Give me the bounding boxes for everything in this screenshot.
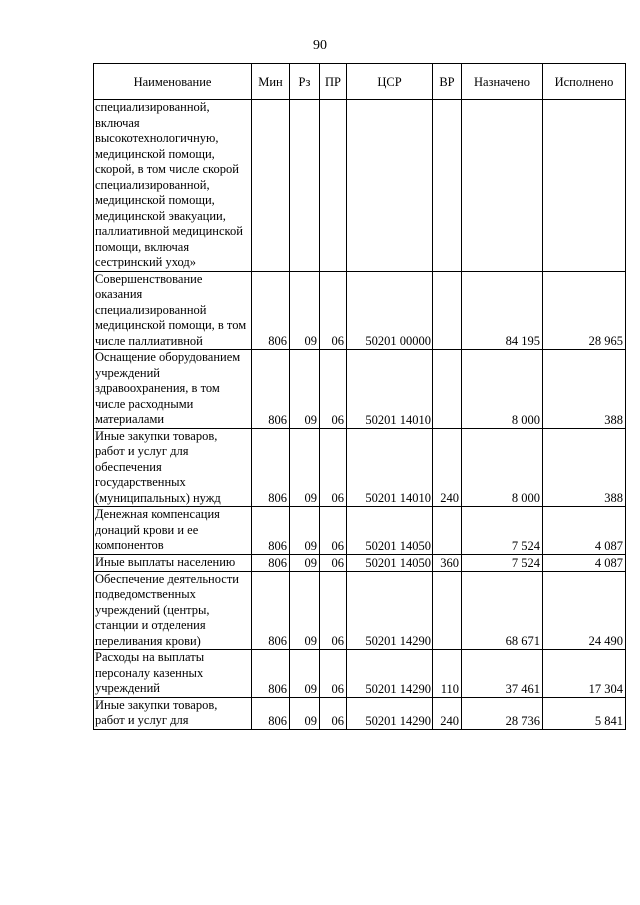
cell-executed: 17 304 [543, 650, 626, 698]
cell-csr: 50201 14290 [347, 571, 433, 650]
cell-csr: 50201 14050 [347, 507, 433, 555]
cell-assigned: 84 195 [462, 271, 543, 350]
cell-pr: 06 [320, 350, 347, 429]
cell-vr: 240 [433, 428, 462, 507]
cell-name: Совершенствование оказания специализированной медицинской помощи, в том числе паллиативной [94, 271, 252, 350]
cell-csr: 50201 14290 [347, 697, 433, 729]
cell-rz [290, 100, 320, 272]
table-row [94, 554, 626, 571]
cell-csr: 50201 14010 [347, 428, 433, 507]
table-row [94, 650, 626, 698]
cell-min: 806 [252, 650, 290, 698]
cell-assigned: 37 461 [462, 650, 543, 698]
cell-rz: 09 [290, 650, 320, 698]
cell-name: Денежная компенсация донаций крови и ее компонентов [94, 507, 252, 555]
table-row [94, 100, 626, 272]
header-rz: Рз [290, 64, 320, 100]
table-row [94, 507, 626, 555]
cell-pr: 06 [320, 428, 347, 507]
cell-rz: 09 [290, 571, 320, 650]
cell-min: 806 [252, 428, 290, 507]
cell-assigned: 28 736 [462, 697, 543, 729]
cell-executed: 388 [543, 350, 626, 429]
cell-min [252, 100, 290, 272]
table-row [94, 571, 626, 650]
cell-vr [433, 271, 462, 350]
cell-vr: 360 [433, 554, 462, 571]
header-csr: ЦСР [347, 64, 433, 100]
cell-csr: 50201 14050 [347, 554, 433, 571]
table-row [94, 697, 626, 729]
cell-pr: 06 [320, 571, 347, 650]
table-row [94, 428, 626, 507]
cell-executed: 388 [543, 428, 626, 507]
cell-name: Оснащение оборудованием учреждений здравоохранения, в том числе расходными материалами [94, 350, 252, 429]
cell-pr: 06 [320, 507, 347, 555]
header-executed: Исполнено [543, 64, 626, 100]
cell-assigned: 68 671 [462, 571, 543, 650]
cell-min: 806 [252, 507, 290, 555]
budget-table [93, 63, 626, 730]
cell-name: Иные выплаты населению [94, 554, 252, 571]
cell-name: Расходы на выплаты персоналу казенных учреждений [94, 650, 252, 698]
cell-pr: 06 [320, 554, 347, 571]
cell-min: 806 [252, 554, 290, 571]
cell-assigned: 8 000 [462, 428, 543, 507]
cell-min: 806 [252, 271, 290, 350]
cell-executed [543, 100, 626, 272]
cell-vr [433, 571, 462, 650]
cell-rz: 09 [290, 697, 320, 729]
cell-rz: 09 [290, 554, 320, 571]
cell-rz: 09 [290, 428, 320, 507]
cell-vr: 110 [433, 650, 462, 698]
table-header-row [94, 64, 626, 100]
cell-csr: 50201 14010 [347, 350, 433, 429]
cell-csr: 50201 00000 [347, 271, 433, 350]
cell-vr: 240 [433, 697, 462, 729]
header-assigned: Назначено [462, 64, 543, 100]
cell-name: Иные закупки товаров, работ и услуг для [94, 697, 252, 729]
cell-min: 806 [252, 350, 290, 429]
cell-min: 806 [252, 571, 290, 650]
cell-rz: 09 [290, 350, 320, 429]
cell-assigned [462, 100, 543, 272]
cell-executed: 4 087 [543, 554, 626, 571]
cell-csr: 50201 14290 [347, 650, 433, 698]
cell-rz: 09 [290, 507, 320, 555]
cell-min: 806 [252, 697, 290, 729]
cell-vr [433, 350, 462, 429]
table-row [94, 271, 626, 350]
cell-pr [320, 100, 347, 272]
cell-name: Обеспечение деятельности подведомственных учреждений (центры, станции и отделения переливания крови) [94, 571, 252, 650]
cell-assigned: 8 000 [462, 350, 543, 429]
header-name: Наименование [94, 64, 252, 100]
cell-pr: 06 [320, 650, 347, 698]
header-pr: ПР [320, 64, 347, 100]
cell-name: специализированной, включая высокотехнологичную, медицинской помощи, скорой, в том числе скорой специализированной, медицинской помощи, медицинской эвакуации, паллиативной медицинской помощи, включая сестринский уход» [94, 100, 252, 272]
cell-vr [433, 100, 462, 272]
cell-assigned: 7 524 [462, 507, 543, 555]
page-number: 90 [313, 38, 327, 53]
header-min: Мин [252, 64, 290, 100]
table-row [94, 350, 626, 429]
cell-vr [433, 507, 462, 555]
cell-executed: 28 965 [543, 271, 626, 350]
header-vr: ВР [433, 64, 462, 100]
cell-executed: 24 490 [543, 571, 626, 650]
cell-assigned: 7 524 [462, 554, 543, 571]
cell-executed: 4 087 [543, 507, 626, 555]
cell-csr [347, 100, 433, 272]
cell-name: Иные закупки товаров, работ и услуг для обеспечения государственных (муниципальных) нужд [94, 428, 252, 507]
cell-pr: 06 [320, 271, 347, 350]
cell-executed: 5 841 [543, 697, 626, 729]
cell-rz: 09 [290, 271, 320, 350]
cell-pr: 06 [320, 697, 347, 729]
